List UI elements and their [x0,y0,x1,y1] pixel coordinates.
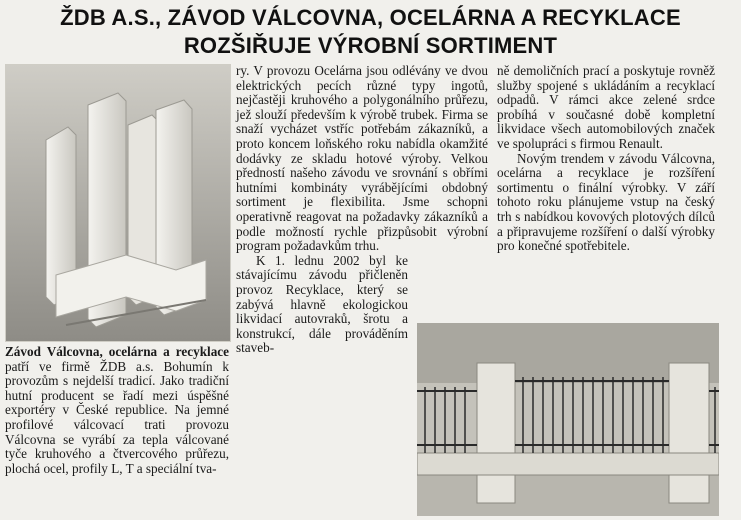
article-col2-paragraph-2: K 1. lednu 2002 byl ke stávajícímu závodu přičleněn provoz Recyklace, který se zabývá hlavně ekologickou likvidací autovraků, šrotu a konstrukcí, dále prováděním staveb- [236,252,408,356]
headline [0,4,741,60]
article-col1-text: patří ve firmě ŽDB a.s. Bohumín k provozům s nejdelší tradicí. Jako tradiční hutní producent se řadí mezi úspěšné exportéry v České republice. Na jemné profilové válcovací trati provozu Válcovna se vyrábí za tepla válcované tyče kruhového a čtvercového průřezu, plochá ocel, profily L, T a speciální tva- [5,358,229,476]
article-column-3 [497,64,715,254]
article-col3-paragraph-1: ně demoličních prací a poskytuje rovněž služby spojené s ukládáním a recyklací odpadů. V rámci akce zelené srdce probíhá v současné době kompletní likvidace všech automobilových značek ve spolupráci s firmou Renault. [497,63,715,151]
article-col2-paragraph-1: ry. V provozu Ocelárna jsou odlévány ve dvou elektrických pecích různé typy ingotů, nejčastěji kruhového a polygonálního průřezu, jež slouží především k výrobě trubek. Firma se snaží vycházet vstříc potřebám zákazníků, a proto koncem loňského roku nabídla okamžité dodávky ze skladu hotové výroby. Velkou předností našeho závodu ve srovnání s obřími hutními kombináty vyrábějícími obdobný sortiment je flexibilita. Jsme schopni operativně reagovat na požadavky zákazníků a podle možností rychle přizpůsobit výrobní program požadavkům trhu. [236,63,488,254]
steel-profiles-photo [5,64,231,342]
headline-line-1: ŽDB A.S., ZÁVOD VÁLCOVNA, OCELÁRNA A RECYKLACE [60,5,681,30]
headline-line-2: ROZŠIŘUJE VÝROBNÍ SORTIMENT [183,33,558,58]
article-column-1 [5,345,229,476]
article-col3-paragraph-2: Novým trendem v závodu Válcovna, ocelárna a recyklace je rozšíření sortimentu o finální výrobky. V září tohoto roku plánujeme vstup na český trh s nabídkou kovových plotových dílců a připravujeme rozšíření o další výrobky pro konečné spotřebitele. [497,150,715,254]
article-column-2 [236,64,488,356]
fence-photo [417,323,719,516]
article-lead: Závod Válcovna, ocelárna a recyklace [5,344,229,359]
